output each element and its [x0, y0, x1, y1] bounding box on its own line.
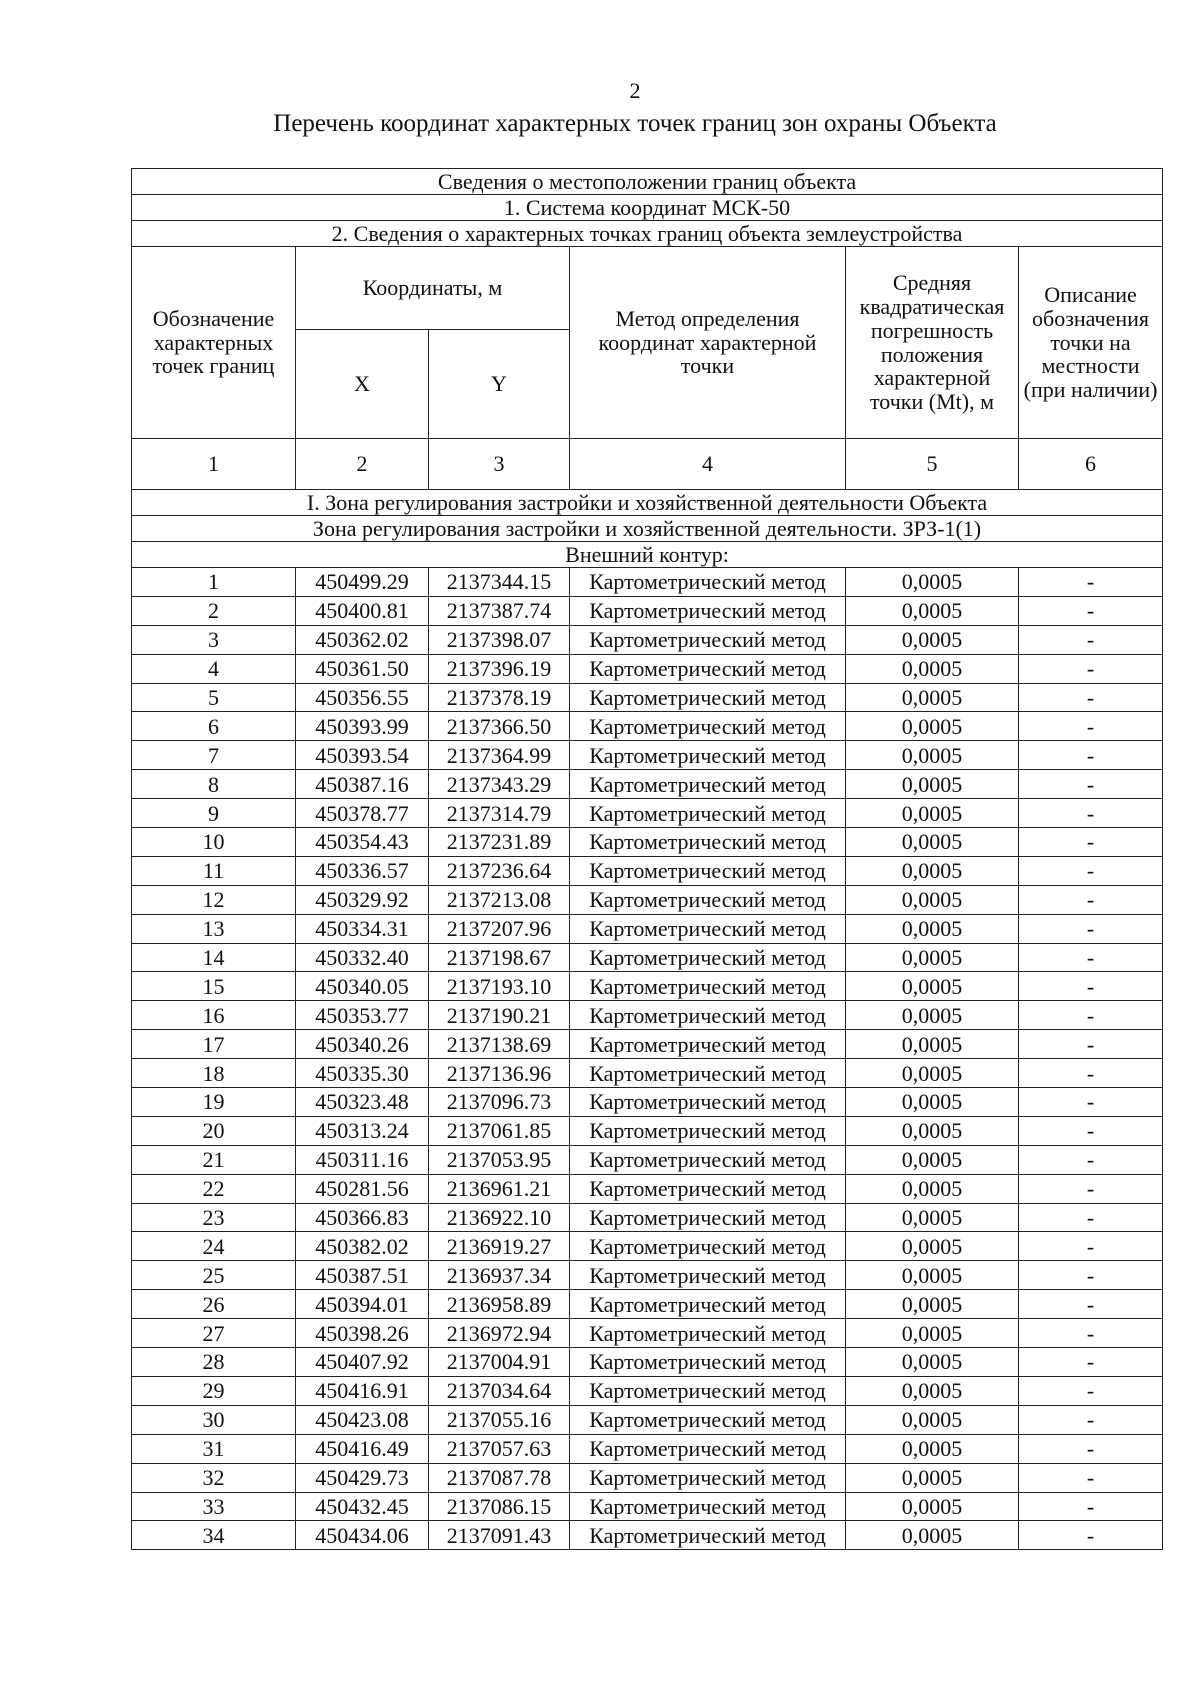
description: - — [1019, 712, 1163, 741]
error-value: 0,0005 — [846, 1232, 1019, 1261]
description: - — [1019, 596, 1163, 625]
zone-title: I. Зона регулирования застройки и хозяйственной деятельности Объекта — [132, 490, 1163, 516]
point-number: 18 — [132, 1059, 296, 1088]
table-row — [132, 1434, 1163, 1463]
table-row — [132, 1319, 1163, 1348]
point-number: 20 — [132, 1116, 296, 1145]
table-row — [132, 856, 1163, 885]
coord-y: 2137366.50 — [429, 712, 570, 741]
coord-y: 2137231.89 — [429, 828, 570, 857]
error-value: 0,0005 — [846, 1434, 1019, 1463]
error-value: 0,0005 — [846, 1145, 1019, 1174]
method: Картометрический метод — [570, 1463, 846, 1492]
point-number: 6 — [132, 712, 296, 741]
table-row — [132, 1261, 1163, 1290]
coord-x: 450499.29 — [296, 568, 429, 597]
table-row — [132, 1116, 1163, 1145]
header-point: Обозначение характерных точек границ — [132, 247, 296, 439]
error-value: 0,0005 — [846, 799, 1019, 828]
description: - — [1019, 625, 1163, 654]
error-value: 0,0005 — [846, 1376, 1019, 1405]
table-row — [132, 1001, 1163, 1030]
coord-y: 2136961.21 — [429, 1174, 570, 1203]
point-number: 13 — [132, 914, 296, 943]
coord-x: 450354.43 — [296, 828, 429, 857]
method: Картометрический метод — [570, 1088, 846, 1117]
coord-x: 450281.56 — [296, 1174, 429, 1203]
coord-y: 2136972.94 — [429, 1319, 570, 1348]
point-number: 34 — [132, 1521, 296, 1550]
method: Картометрический метод — [570, 1319, 846, 1348]
column-number: 1 — [132, 439, 296, 490]
method: Картометрический метод — [570, 1434, 846, 1463]
coord-y: 2137086.15 — [429, 1492, 570, 1521]
description: - — [1019, 683, 1163, 712]
method: Картометрический метод — [570, 1521, 846, 1550]
coord-y: 2137004.91 — [429, 1348, 570, 1377]
table-subtitle: 2. Сведения о характерных точках границ объекта землеустройства — [132, 221, 1163, 247]
method: Картометрический метод — [570, 1261, 846, 1290]
coord-x: 450336.57 — [296, 856, 429, 885]
description: - — [1019, 943, 1163, 972]
point-number: 17 — [132, 1030, 296, 1059]
description: - — [1019, 1059, 1163, 1088]
error-value: 0,0005 — [846, 943, 1019, 972]
method: Картометрический метод — [570, 1145, 846, 1174]
error-value: 0,0005 — [846, 1174, 1019, 1203]
description: - — [1019, 1376, 1163, 1405]
coord-x: 450378.77 — [296, 799, 429, 828]
method: Картометрический метод — [570, 712, 846, 741]
coord-x: 450423.08 — [296, 1405, 429, 1434]
error-value: 0,0005 — [846, 1405, 1019, 1434]
point-number: 21 — [132, 1145, 296, 1174]
coord-y: 2137057.63 — [429, 1434, 570, 1463]
coord-y: 2136922.10 — [429, 1203, 570, 1232]
method: Картометрический метод — [570, 1116, 846, 1145]
description: - — [1019, 972, 1163, 1001]
error-value: 0,0005 — [846, 1463, 1019, 1492]
coord-x: 450382.02 — [296, 1232, 429, 1261]
point-number: 31 — [132, 1434, 296, 1463]
point-number: 3 — [132, 625, 296, 654]
table-row — [132, 625, 1163, 654]
table-row — [132, 828, 1163, 857]
coord-x: 450400.81 — [296, 596, 429, 625]
method: Картометрический метод — [570, 1232, 846, 1261]
method: Картометрический метод — [570, 943, 846, 972]
point-number: 33 — [132, 1492, 296, 1521]
header-x: X — [296, 330, 429, 439]
table-row — [132, 1492, 1163, 1521]
description: - — [1019, 741, 1163, 770]
table-row — [132, 1376, 1163, 1405]
point-number: 26 — [132, 1290, 296, 1319]
point-number: 30 — [132, 1405, 296, 1434]
description: - — [1019, 568, 1163, 597]
coord-y: 2137087.78 — [429, 1463, 570, 1492]
coord-x: 450335.30 — [296, 1059, 429, 1088]
error-value: 0,0005 — [846, 828, 1019, 857]
method: Картометрический метод — [570, 741, 846, 770]
table-row — [132, 741, 1163, 770]
error-value: 0,0005 — [846, 1030, 1019, 1059]
error-value: 0,0005 — [846, 914, 1019, 943]
coord-y: 2136958.89 — [429, 1290, 570, 1319]
point-number: 9 — [132, 799, 296, 828]
coord-system: 1. Система координат МСК-50 — [132, 195, 1163, 221]
point-number: 1 — [132, 568, 296, 597]
error-value: 0,0005 — [846, 1348, 1019, 1377]
coord-x: 450340.26 — [296, 1030, 429, 1059]
coord-x: 450361.50 — [296, 654, 429, 683]
description: - — [1019, 1405, 1163, 1434]
coord-x: 450323.48 — [296, 1088, 429, 1117]
coordinates-table — [131, 168, 1163, 1550]
description: - — [1019, 828, 1163, 857]
description: - — [1019, 1001, 1163, 1030]
coord-y: 2137136.96 — [429, 1059, 570, 1088]
method: Картометрический метод — [570, 856, 846, 885]
column-number: 3 — [429, 439, 570, 490]
coord-x: 450393.54 — [296, 741, 429, 770]
table-row — [132, 712, 1163, 741]
error-value: 0,0005 — [846, 683, 1019, 712]
point-number: 5 — [132, 683, 296, 712]
table-row — [132, 568, 1163, 597]
error-value: 0,0005 — [846, 1492, 1019, 1521]
column-number: 5 — [846, 439, 1019, 490]
method: Картометрический метод — [570, 1203, 846, 1232]
description: - — [1019, 654, 1163, 683]
point-number: 12 — [132, 885, 296, 914]
point-number: 22 — [132, 1174, 296, 1203]
description: - — [1019, 1232, 1163, 1261]
page-title: Перечень координат характерных точек границ зон охраны Объекта — [273, 110, 997, 137]
coord-x: 450432.45 — [296, 1492, 429, 1521]
error-value: 0,0005 — [846, 770, 1019, 799]
contour-label: Внешний контур: — [132, 542, 1163, 568]
header-coords: Координаты, м — [296, 247, 570, 330]
coord-x: 450429.73 — [296, 1463, 429, 1492]
point-number: 23 — [132, 1203, 296, 1232]
point-number: 15 — [132, 972, 296, 1001]
point-number: 8 — [132, 770, 296, 799]
coord-y: 2137213.08 — [429, 885, 570, 914]
coord-y: 2137396.19 — [429, 654, 570, 683]
error-value: 0,0005 — [846, 1203, 1019, 1232]
coord-x: 450334.31 — [296, 914, 429, 943]
coord-x: 450340.05 — [296, 972, 429, 1001]
coord-y: 2137138.69 — [429, 1030, 570, 1059]
method: Картометрический метод — [570, 596, 846, 625]
table-row — [132, 596, 1163, 625]
description: - — [1019, 1348, 1163, 1377]
coord-y: 2137314.79 — [429, 799, 570, 828]
header-method: Метод определения координат характерной точки — [570, 247, 846, 439]
table-row — [132, 1232, 1163, 1261]
method: Картометрический метод — [570, 770, 846, 799]
table-row — [132, 654, 1163, 683]
method: Картометрический метод — [570, 1290, 846, 1319]
description: - — [1019, 1463, 1163, 1492]
coord-y: 2137198.67 — [429, 943, 570, 972]
error-value: 0,0005 — [846, 1001, 1019, 1030]
table-row — [132, 799, 1163, 828]
coord-x: 450387.16 — [296, 770, 429, 799]
header-y: Y — [429, 330, 570, 439]
method: Картометрический метод — [570, 625, 846, 654]
description: - — [1019, 1088, 1163, 1117]
point-number: 27 — [132, 1319, 296, 1348]
table-title: Сведения о местоположении границ объекта — [132, 169, 1163, 195]
method: Картометрический метод — [570, 1348, 846, 1377]
method: Картометрический метод — [570, 683, 846, 712]
point-number: 19 — [132, 1088, 296, 1117]
description: - — [1019, 914, 1163, 943]
coord-y: 2136919.27 — [429, 1232, 570, 1261]
description: - — [1019, 1434, 1163, 1463]
table-row — [132, 1088, 1163, 1117]
header-error: Средняя квадратическая погрешность положения характерной точки (Mt), м — [846, 247, 1019, 439]
coord-y: 2137034.64 — [429, 1376, 570, 1405]
coord-y: 2137236.64 — [429, 856, 570, 885]
coord-x: 450387.51 — [296, 1261, 429, 1290]
coord-y: 2136937.34 — [429, 1261, 570, 1290]
coord-x: 450393.99 — [296, 712, 429, 741]
method: Картометрический метод — [570, 1001, 846, 1030]
error-value: 0,0005 — [846, 885, 1019, 914]
error-value: 0,0005 — [846, 972, 1019, 1001]
coord-y: 2137055.16 — [429, 1405, 570, 1434]
table-row — [132, 1030, 1163, 1059]
coord-x: 450356.55 — [296, 683, 429, 712]
column-number: 6 — [1019, 439, 1163, 490]
description: - — [1019, 885, 1163, 914]
coord-y: 2137053.95 — [429, 1145, 570, 1174]
coord-y: 2137398.07 — [429, 625, 570, 654]
error-value: 0,0005 — [846, 654, 1019, 683]
method: Картометрический метод — [570, 1376, 846, 1405]
error-value: 0,0005 — [846, 1261, 1019, 1290]
coord-x: 450329.92 — [296, 885, 429, 914]
method: Картометрический метод — [570, 972, 846, 1001]
method: Картометрический метод — [570, 914, 846, 943]
header-description: Описание обозначения точки на местности (при наличии) — [1019, 247, 1163, 439]
coord-x: 450398.26 — [296, 1319, 429, 1348]
table-row — [132, 1521, 1163, 1550]
description: - — [1019, 1492, 1163, 1521]
method: Картометрический метод — [570, 1174, 846, 1203]
coord-y: 2137387.74 — [429, 596, 570, 625]
coord-x: 450332.40 — [296, 943, 429, 972]
point-number: 32 — [132, 1463, 296, 1492]
zone-subtitle: Зона регулирования застройки и хозяйственной деятельности. ЗРЗ-1(1) — [132, 516, 1163, 542]
error-value: 0,0005 — [846, 1116, 1019, 1145]
point-number: 25 — [132, 1261, 296, 1290]
table-row — [132, 1348, 1163, 1377]
coord-y: 2137193.10 — [429, 972, 570, 1001]
coord-x: 450416.49 — [296, 1434, 429, 1463]
method: Картометрический метод — [570, 654, 846, 683]
table-row — [132, 1203, 1163, 1232]
point-number: 11 — [132, 856, 296, 885]
description: - — [1019, 1521, 1163, 1550]
method: Картометрический метод — [570, 1492, 846, 1521]
point-number: 29 — [132, 1376, 296, 1405]
method: Картометрический метод — [570, 1405, 846, 1434]
coord-y: 2137364.99 — [429, 741, 570, 770]
description: - — [1019, 1203, 1163, 1232]
coord-y: 2137096.73 — [429, 1088, 570, 1117]
error-value: 0,0005 — [846, 1521, 1019, 1550]
description: - — [1019, 799, 1163, 828]
point-number: 7 — [132, 741, 296, 770]
column-number: 4 — [570, 439, 846, 490]
coord-x: 450353.77 — [296, 1001, 429, 1030]
error-value: 0,0005 — [846, 568, 1019, 597]
error-value: 0,0005 — [846, 1319, 1019, 1348]
column-number: 2 — [296, 439, 429, 490]
error-value: 0,0005 — [846, 856, 1019, 885]
coord-y: 2137344.15 — [429, 568, 570, 597]
description: - — [1019, 1290, 1163, 1319]
description: - — [1019, 770, 1163, 799]
point-number: 10 — [132, 828, 296, 857]
point-number: 24 — [132, 1232, 296, 1261]
coord-x: 450394.01 — [296, 1290, 429, 1319]
coord-x: 450366.83 — [296, 1203, 429, 1232]
point-number: 4 — [132, 654, 296, 683]
coord-x: 450311.16 — [296, 1145, 429, 1174]
method: Картометрический метод — [570, 1059, 846, 1088]
table-row — [132, 683, 1163, 712]
description: - — [1019, 1030, 1163, 1059]
point-number: 14 — [132, 943, 296, 972]
coord-y: 2137061.85 — [429, 1116, 570, 1145]
table-row — [132, 1059, 1163, 1088]
description: - — [1019, 1261, 1163, 1290]
point-number: 28 — [132, 1348, 296, 1377]
description: - — [1019, 1145, 1163, 1174]
method: Картометрический метод — [570, 1030, 846, 1059]
error-value: 0,0005 — [846, 625, 1019, 654]
page-number: 2 — [629, 78, 641, 103]
method: Картометрический метод — [570, 799, 846, 828]
table-row — [132, 914, 1163, 943]
error-value: 0,0005 — [846, 596, 1019, 625]
point-number: 16 — [132, 1001, 296, 1030]
coord-y: 2137091.43 — [429, 1521, 570, 1550]
method: Картометрический метод — [570, 828, 846, 857]
coord-x: 450416.91 — [296, 1376, 429, 1405]
description: - — [1019, 856, 1163, 885]
coord-x: 450407.92 — [296, 1348, 429, 1377]
error-value: 0,0005 — [846, 1290, 1019, 1319]
table-row — [132, 770, 1163, 799]
error-value: 0,0005 — [846, 712, 1019, 741]
point-number: 2 — [132, 596, 296, 625]
coord-x: 450434.06 — [296, 1521, 429, 1550]
coord-y: 2137190.21 — [429, 1001, 570, 1030]
description: - — [1019, 1174, 1163, 1203]
description: - — [1019, 1319, 1163, 1348]
error-value: 0,0005 — [846, 1059, 1019, 1088]
table-row — [132, 1174, 1163, 1203]
coord-x: 450362.02 — [296, 625, 429, 654]
table-row — [132, 885, 1163, 914]
table-row — [132, 943, 1163, 972]
table-row — [132, 1405, 1163, 1434]
error-value: 0,0005 — [846, 1088, 1019, 1117]
method: Картометрический метод — [570, 885, 846, 914]
coord-y: 2137343.29 — [429, 770, 570, 799]
table-row — [132, 1145, 1163, 1174]
description: - — [1019, 1116, 1163, 1145]
table-row — [132, 1290, 1163, 1319]
method: Картометрический метод — [570, 568, 846, 597]
coord-y: 2137207.96 — [429, 914, 570, 943]
table-row — [132, 1463, 1163, 1492]
coord-x: 450313.24 — [296, 1116, 429, 1145]
error-value: 0,0005 — [846, 741, 1019, 770]
table-row — [132, 972, 1163, 1001]
coord-y: 2137378.19 — [429, 683, 570, 712]
